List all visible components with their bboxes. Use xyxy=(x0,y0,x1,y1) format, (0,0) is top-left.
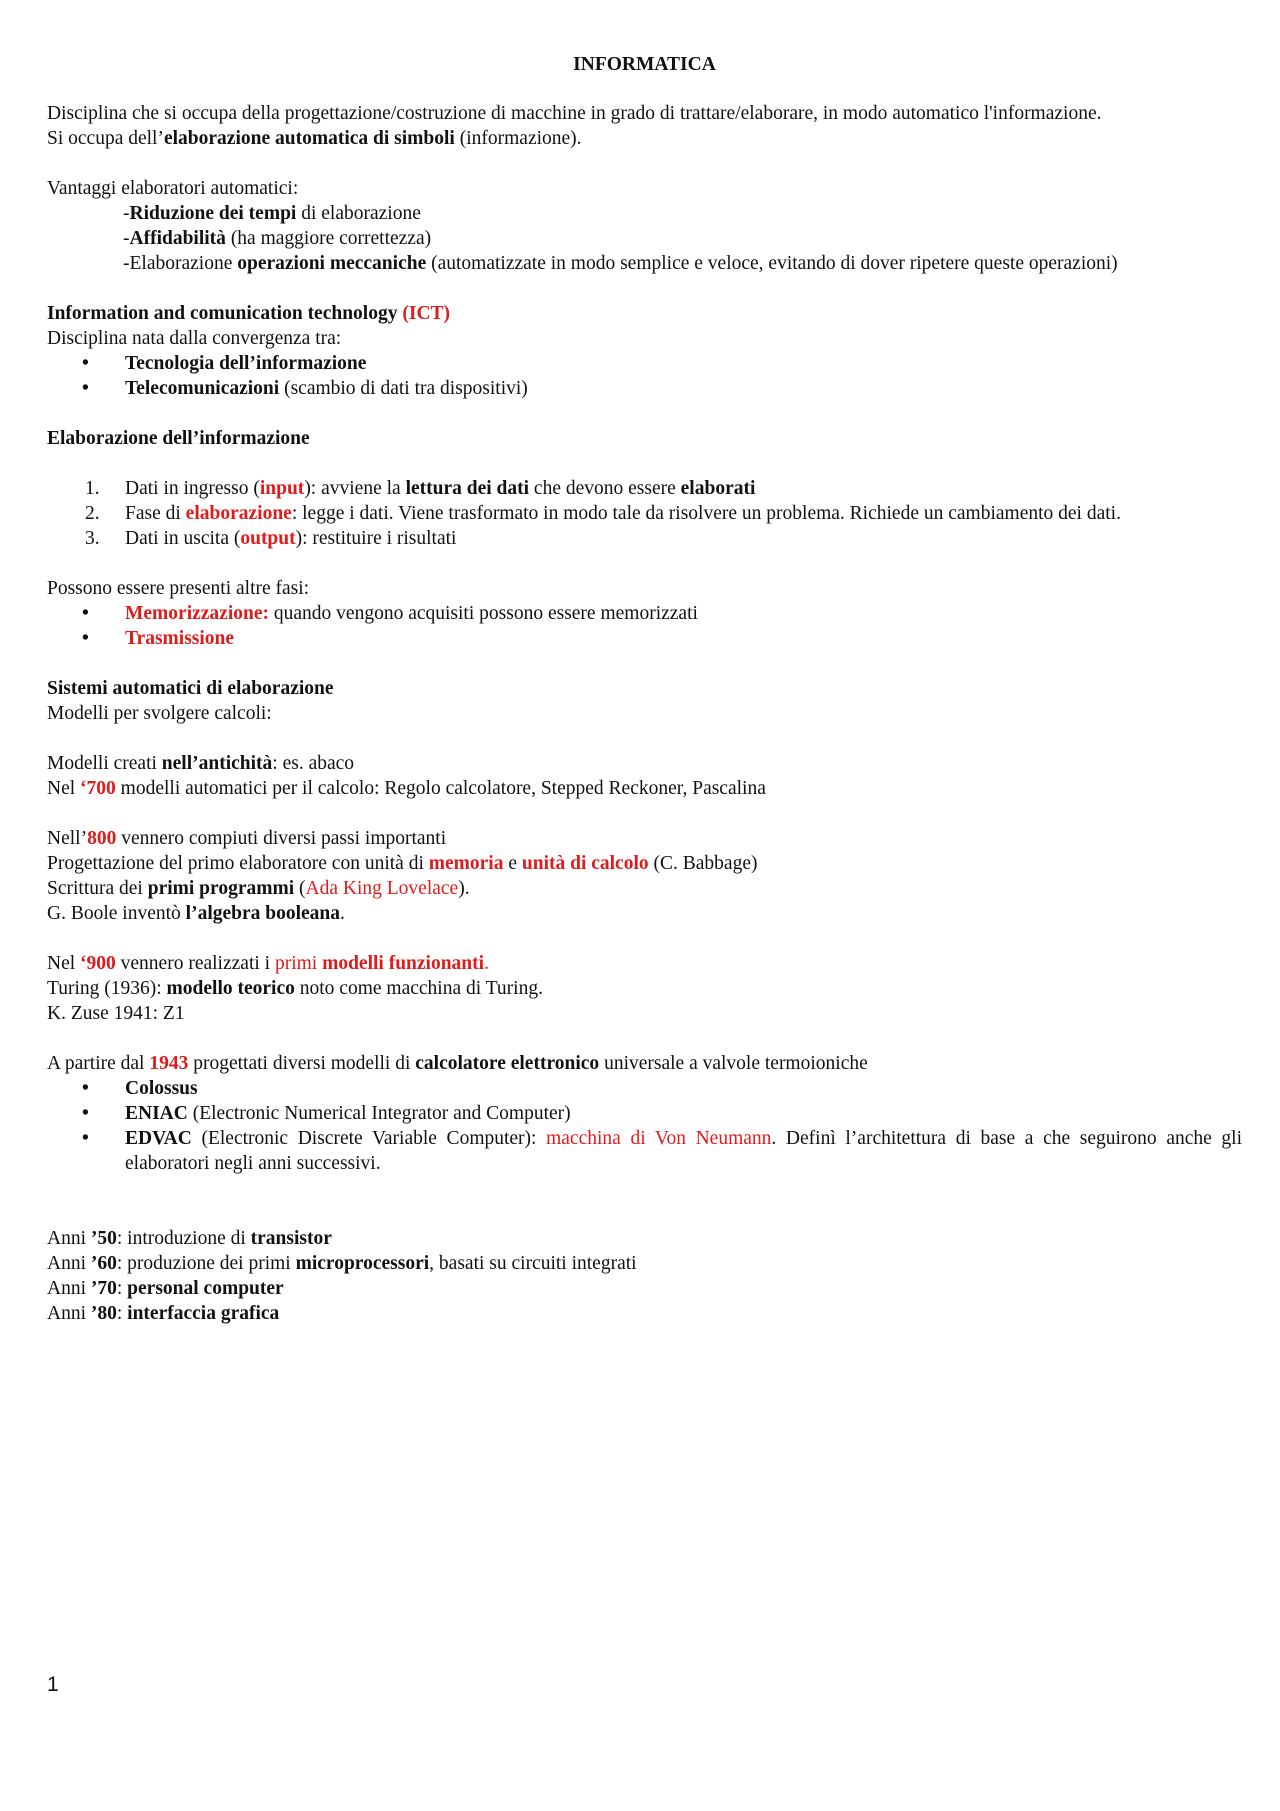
list-item xyxy=(47,501,1242,526)
text-run-red: primi xyxy=(274,953,323,974)
text-run-red: unità di calcolo xyxy=(521,853,649,874)
intro-line-1: Disciplina che si occupa della progettazione/costruzione di macchine in grado di trattare/elaborare, in modo automatico l'informazione. xyxy=(47,103,1102,124)
text-run-bold: elaborati xyxy=(680,478,756,499)
text-run: : xyxy=(116,1278,128,1299)
text-run-bold: EDVAC xyxy=(125,1128,192,1149)
text-run-bold: Affidabilità xyxy=(129,228,226,249)
settecento-line xyxy=(47,776,1242,801)
text-run-red: ‘900 xyxy=(80,953,116,974)
text-run: ( xyxy=(294,878,306,899)
list-item xyxy=(47,1101,1242,1126)
vantaggi-item xyxy=(123,226,1242,251)
text-run-bold: transistor xyxy=(250,1228,332,1249)
text-run: (ha maggiore correttezza) xyxy=(225,228,432,249)
dal1943-line xyxy=(47,1051,1242,1076)
bullet-icon: • xyxy=(82,353,89,374)
sistemi-sub: Modelli per svolgere calcoli: xyxy=(47,703,272,724)
list-item xyxy=(47,376,1242,401)
bullet-icon: • xyxy=(82,1103,89,1124)
sistemi-heading: Sistemi automatici di elaborazione xyxy=(47,678,334,699)
text-run-red: macchina di Von Neumann xyxy=(546,1128,772,1149)
bullet-icon: • xyxy=(82,1078,89,1099)
text-run-bold: primi programmi xyxy=(147,878,295,899)
text-run: Nel xyxy=(47,953,81,974)
text-run: Anni xyxy=(47,1228,91,1249)
text-run: (automatizzate in modo semplice e veloce, evitando di dover ripetere queste operazioni) xyxy=(426,253,1118,274)
anni-line xyxy=(47,1251,1242,1276)
text-run: -Elaborazione xyxy=(123,253,238,274)
text-run: Scrittura dei xyxy=(47,878,148,899)
text-run-red: Ada King Lovelace xyxy=(305,878,459,899)
text-run-bold: l’algebra booleana xyxy=(185,903,341,924)
text-run: : legge i dati. Viene trasformato in modo tale da risolvere un problema. Richiede un cambiamento dei dati. xyxy=(291,503,1121,524)
text-run-red: 1943 xyxy=(149,1053,189,1074)
text-run: (informazione). xyxy=(454,128,582,149)
elaborazione-steps xyxy=(47,476,1242,551)
text-run: : xyxy=(116,1303,128,1324)
text-run: Nell’ xyxy=(47,828,88,849)
list-item xyxy=(47,351,1242,376)
text-run-red: output xyxy=(240,528,296,549)
text-run: - xyxy=(123,203,130,224)
text-run: (scambio di dati tra dispositivi) xyxy=(279,378,528,399)
altre-fasi-heading: Possono essere presenti altre fasi: xyxy=(47,578,310,599)
text-run: : introduzione di xyxy=(116,1228,251,1249)
anni-list xyxy=(47,1226,1242,1326)
text-run: : es. abaco xyxy=(272,753,355,774)
list-item xyxy=(47,1076,1242,1101)
text-run: Turing (1936): xyxy=(47,978,167,999)
ict-heading xyxy=(47,301,1242,326)
text-run: A partire dal xyxy=(47,1053,150,1074)
text-run: (C. Babbage) xyxy=(648,853,758,874)
anni-line xyxy=(47,1301,1242,1326)
text-run: ). xyxy=(458,878,470,899)
text-run-red: 800 xyxy=(87,828,117,849)
text-run: ): restituire i risultati xyxy=(295,528,457,549)
text-run-bold: nell’antichità xyxy=(161,753,273,774)
text-run-red: (ICT) xyxy=(402,303,451,324)
text-run: , basati su circuiti integrati xyxy=(429,1253,637,1274)
document-page xyxy=(47,52,1242,1326)
text-run: Fase di xyxy=(125,503,186,524)
text-run-bold: Information and comunication technology xyxy=(47,303,403,324)
text-run: Si occupa dell’ xyxy=(47,128,164,149)
text-run-red: modelli funzionanti xyxy=(322,953,485,974)
text-run-bold: elaborazione automatica di simboli xyxy=(163,128,455,149)
list-item xyxy=(47,626,1242,651)
vantaggi-list xyxy=(47,201,1242,276)
text-run-bold: ’50 xyxy=(90,1228,117,1249)
text-run: universale a valvole termoioniche xyxy=(599,1053,868,1074)
text-run: Dati in ingresso ( xyxy=(125,478,260,499)
text-run: . Definì l’architettura di base a che seguirono anche gli elaboratori negli anni successivi. xyxy=(125,1128,1242,1174)
elaborazione-heading: Elaborazione dell’informazione xyxy=(47,428,310,449)
list-item xyxy=(47,601,1242,626)
text-run: - xyxy=(123,228,130,249)
text-run-red: elaborazione xyxy=(185,503,292,524)
bullet-icon: • xyxy=(82,378,89,399)
text-run: . xyxy=(340,903,345,924)
list-item xyxy=(47,476,1242,501)
text-run-red: . xyxy=(484,953,489,974)
text-run-red: Memorizzazione: xyxy=(125,603,270,624)
text-run: ): avviene la xyxy=(304,478,406,499)
ict-sub: Disciplina nata dalla convergenza tra: xyxy=(47,328,342,349)
text-run: Nel xyxy=(47,778,81,799)
text-run-bold: ’60 xyxy=(90,1253,117,1274)
anni-line xyxy=(47,1276,1242,1301)
ottocento-line-2 xyxy=(47,851,1242,876)
text-run-bold: ENIAC xyxy=(125,1103,188,1124)
ottocento-line-1 xyxy=(47,826,1242,851)
page-title: INFORMATICA xyxy=(573,54,716,75)
text-run-bold: Tecnologia dell’informazione xyxy=(125,353,367,374)
text-run-bold: Riduzione dei tempi xyxy=(129,203,297,224)
page-number: 1 xyxy=(47,1673,59,1696)
intro-line-2 xyxy=(47,126,1242,151)
text-run-bold: Colossus xyxy=(125,1078,198,1099)
text-run: (Electronic Numerical Integrator and Computer) xyxy=(187,1103,571,1124)
text-run-bold: ’80 xyxy=(90,1303,117,1324)
text-run: modelli automatici per il calcolo: Regolo calcolatore, Stepped Reckoner, Pascalina xyxy=(115,778,766,799)
text-run: Dati in uscita ( xyxy=(125,528,241,549)
text-run-bold: Telecomunicazioni xyxy=(125,378,280,399)
text-run-bold: personal computer xyxy=(127,1278,284,1299)
text-run-bold: ’70 xyxy=(90,1278,117,1299)
list-number: 1. xyxy=(85,478,100,499)
text-run: Modelli creati xyxy=(47,753,162,774)
vantaggi-item xyxy=(123,201,1242,226)
text-run-bold: interfaccia grafica xyxy=(127,1303,280,1324)
text-run: vennero compiuti diversi passi importanti xyxy=(116,828,447,849)
list-item xyxy=(47,526,1242,551)
ict-bullet-list xyxy=(47,351,1242,401)
text-run: Anni xyxy=(47,1253,91,1274)
text-run-red: Trasmissione xyxy=(125,628,235,649)
computer-list xyxy=(47,1076,1242,1176)
novecento-line-1 xyxy=(47,951,1242,976)
ottocento-line-3 xyxy=(47,876,1242,901)
text-run-bold: calcolatore elettronico xyxy=(415,1053,600,1074)
list-number: 2. xyxy=(85,503,100,524)
text-run-bold: modello teorico xyxy=(166,978,295,999)
text-run: Anni xyxy=(47,1278,91,1299)
text-run: G. Boole inventò xyxy=(47,903,186,924)
altre-fasi-list xyxy=(47,601,1242,651)
bullet-icon: • xyxy=(82,628,89,649)
vantaggi-item xyxy=(123,251,1242,276)
ottocento-line-4 xyxy=(47,901,1242,926)
vantaggi-heading: Vantaggi elaboratori automatici: xyxy=(47,178,299,199)
text-run: che devono essere xyxy=(529,478,681,499)
antichita-line xyxy=(47,751,1242,776)
text-run: (Electronic Discrete Variable Computer): xyxy=(191,1128,547,1149)
text-run: Progettazione del primo elaboratore con unità di xyxy=(47,853,429,874)
text-run: progettati diversi modelli di xyxy=(188,1053,416,1074)
text-run-bold: microprocessori xyxy=(295,1253,430,1274)
list-item xyxy=(47,1126,1242,1176)
text-run: di elaborazione xyxy=(296,203,421,224)
text-run: noto come macchina di Turing. xyxy=(294,978,543,999)
novecento-line-2 xyxy=(47,976,1242,1001)
text-run: : produzione dei primi xyxy=(116,1253,296,1274)
text-run: vennero realizzati i xyxy=(115,953,275,974)
text-run-red: ‘700 xyxy=(80,778,116,799)
text-run-bold: lettura dei dati xyxy=(405,478,530,499)
novecento-line-3: K. Zuse 1941: Z1 xyxy=(47,1003,185,1024)
text-run: Anni xyxy=(47,1303,91,1324)
bullet-icon: • xyxy=(82,1128,89,1149)
text-run: quando vengono acquisiti possono essere memorizzati xyxy=(269,603,698,624)
text-run: e xyxy=(503,853,522,874)
list-number: 3. xyxy=(85,528,100,549)
bullet-icon: • xyxy=(82,603,89,624)
text-run-red: input xyxy=(259,478,305,499)
anni-line xyxy=(47,1226,1242,1251)
text-run-bold: operazioni meccaniche xyxy=(237,253,427,274)
text-run-red: memoria xyxy=(428,853,504,874)
